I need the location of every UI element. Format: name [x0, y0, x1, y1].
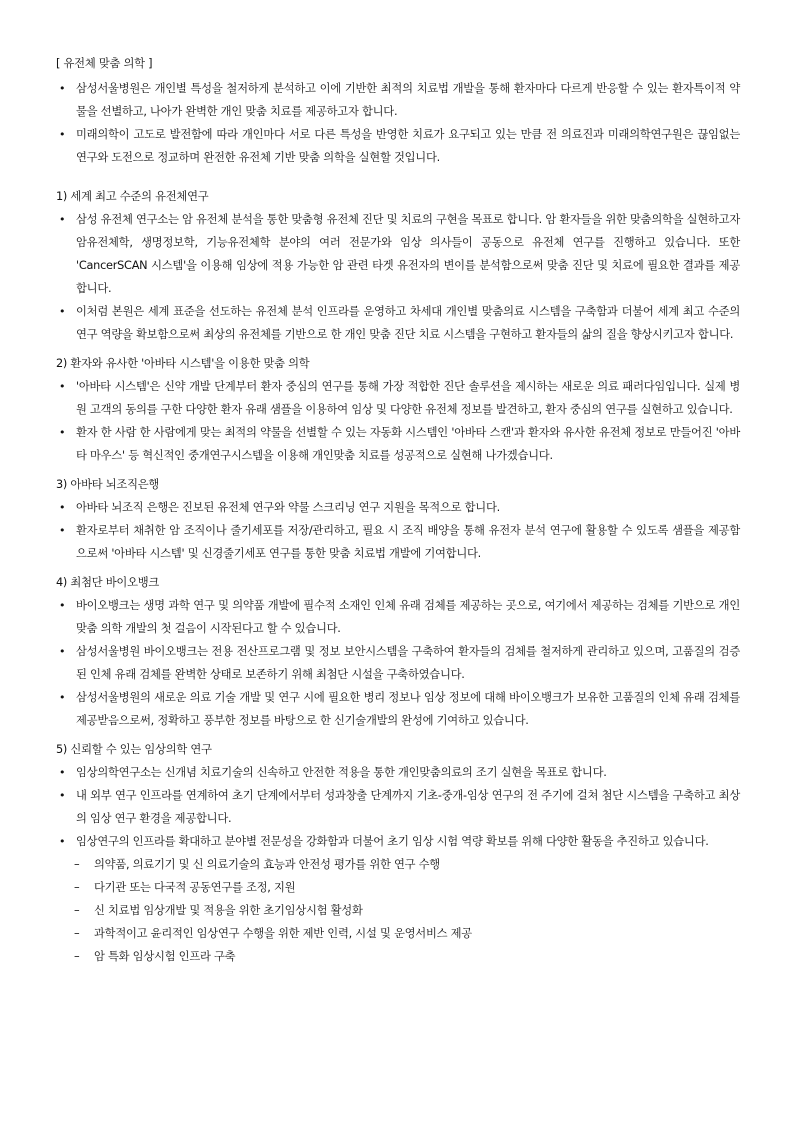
list-item: • 삼성 유전체 연구소는 암 유전체 분석을 통한 맞춤형 유전체 진단 및 치료의 구현을 목표로 합니다. 암 환자들을 위한 맞춤의학을 실현하고자 암유전체학, 생명정보학, 기능유전체학 분야의 여러 전문가와 임상 의사들이 공동으로 유전체 연구를 진행하고 있습니다. 또한 'CancerSCAN 시스템'을 이용해 임상에 적용 가능한 암 관련 타겟 유전자의 변이를 분석함으로써 맞춤 진단 및 치료에 필요한 결과를 제공합니다.: [56, 208, 740, 300]
section-list: [56, 375, 740, 467]
sub-item-list: [56, 853, 740, 968]
section-heading-avatar-system: 2) 환자와 유사한 '아바타 시스템'을 이용한 맞춤 의학: [56, 357, 310, 370]
section-list: [56, 594, 740, 732]
sub-item: – 신 치료법 임상개발 및 적용을 위한 초기임상시험 활성화: [56, 899, 740, 922]
document-title: [ 유전체 맞춤 의학 ]: [56, 57, 153, 70]
section-list: [56, 208, 740, 346]
sub-item: – 다기관 또는 다국적 공동연구를 조정, 지원: [56, 876, 740, 899]
section-heading-clinical-research: 5) 신뢰할 수 있는 임상의학 연구: [56, 743, 212, 756]
list-item: • 삼성서울병원 바이오뱅크는 전용 전산프로그램 및 정보 보안시스템을 구축하여 환자들의 검체를 철저하게 관리하고 있으며, 고품질의 검증된 인체 유래 검체를 완벽한 상태로 보존하기 위해 최첨단 시설을 구축하였습니다.: [56, 640, 740, 686]
list-item: • 임상연구의 인프라를 확대하고 분야별 전문성을 강화함과 더불어 초기 임상 시험 역량 확보를 위해 다양한 활동을 추진하고 있습니다.: [56, 830, 740, 853]
list-item: • 이처럼 본원은 세계 표준을 선도하는 유전체 분석 인프라를 운영하고 차세대 개인별 맞춤의료 시스템을 구축함과 더불어 세계 최고 수준의 연구 역량을 확보함으로써 최상의 유전체를 기반으로 한 개인 맞춤 진단 치료 시스템을 구현하고 환자들의 삶의 질을 향상시키고자 합니다.: [56, 300, 740, 346]
list-item: • 삼성서울병원의 새로운 의료 기술 개발 및 연구 시에 필요한 병리 정보나 임상 정보에 대해 바이오뱅크가 보유한 고품질의 인체 유래 검체를 제공받음으로써, 정확하고 풍부한 정보를 바탕으로 한 신기술개발의 완성에 기여하고 있습니다.: [56, 686, 740, 732]
sub-item: – 과학적이고 윤리적인 임상연구 수행을 위한 제반 인력, 시설 및 운영서비스 제공: [56, 922, 740, 945]
section-heading-genome-research: 1) 세계 최고 수준의 유전체연구: [56, 190, 209, 203]
list-item: • 환자 한 사람 한 사람에게 맞는 최적의 약물을 선별할 수 있는 자동화 시스템인 '아바타 스캔'과 환자와 유사한 유전체 정보로 만들어진 '아바타 마우스' 등 혁신적인 중개연구시스템을 이용해 개인맞춤 치료를 성공적으로 실현해 나가겠습니다.: [56, 421, 740, 467]
list-item: • '아바타 시스템'은 신약 개발 단계부터 환자 중심의 연구를 통해 가장 적합한 진단 솔루션을 제시하는 새로운 의료 패러다임입니다. 실제 병원 고객의 동의를 구한 다양한 환자 유래 샘플을 이용하여 임상 및 다양한 유전체 정보를 발견하고, 환자 중심의 연구를 실현하고 있습니다.: [56, 375, 740, 421]
list-item: • 임상의학연구소는 신개념 치료기술의 신속하고 안전한 적용을 통한 개인맞춤의료의 조기 실현을 목표로 합니다.: [56, 761, 740, 784]
section-list: [56, 496, 740, 565]
list-item: • 바이오뱅크는 생명 과학 연구 및 의약품 개발에 필수적 소재인 인체 유래 검체를 제공하는 곳으로, 여기에서 제공하는 검체를 기반으로 개인 맞춤 의학 개발의 첫 걸음이 시작된다고 할 수 있습니다.: [56, 594, 740, 640]
intro-item: • 미래의학이 고도로 발전함에 따라 개인마다 서로 다른 특성을 반영한 치료가 요구되고 있는 만큼 전 의료진과 미래의학연구원은 끊임없는 연구와 도전으로 정교하며 완전한 유전체 기반 맞춤 의학을 실현할 것입니다.: [56, 123, 740, 169]
list-item: • 아바타 뇌조직 은행은 진보된 유전체 연구와 약물 스크리닝 연구 지원을 목적으로 합니다.: [56, 496, 740, 519]
sub-item: – 암 특화 임상시험 인프라 구축: [56, 945, 740, 968]
section-heading-brain-tissue-bank: 3) 아바타 뇌조직은행: [56, 478, 160, 491]
intro-item: • 삼성서울병원은 개인별 특성을 철저하게 분석하고 이에 기반한 최적의 치료법 개발을 통해 환자마다 다르게 반응할 수 있는 환자특이적 약물을 선별하고, 나아가 완벽한 개인 맞춤 치료를 제공하고자 합니다.: [56, 77, 740, 123]
list-item: • 내 외부 연구 인프라를 연계하여 초기 단계에서부터 성과창출 단계까지 기초-중개-임상 연구의 전 주기에 걸쳐 첨단 시스템을 구축하고 최상의 임상 연구 환경을 제공합니다.: [56, 784, 740, 830]
intro-list: [56, 77, 740, 169]
section-list: [56, 761, 740, 853]
list-item: • 환자로부터 채취한 암 조직이나 줄기세포를 저장/관리하고, 필요 시 조직 배양을 통해 유전자 분석 연구에 활용할 수 있도록 샘플을 제공함으로써 '아바타 시스템' 및 신경줄기세포 연구를 통한 맞춤 치료법 개발에 기여합니다.: [56, 519, 740, 565]
section-heading-biobank: 4) 최첨단 바이오뱅크: [56, 576, 160, 589]
sub-item: – 의약품, 의료기기 및 신 의료기술의 효능과 안전성 평가를 위한 연구 수행: [56, 853, 740, 876]
